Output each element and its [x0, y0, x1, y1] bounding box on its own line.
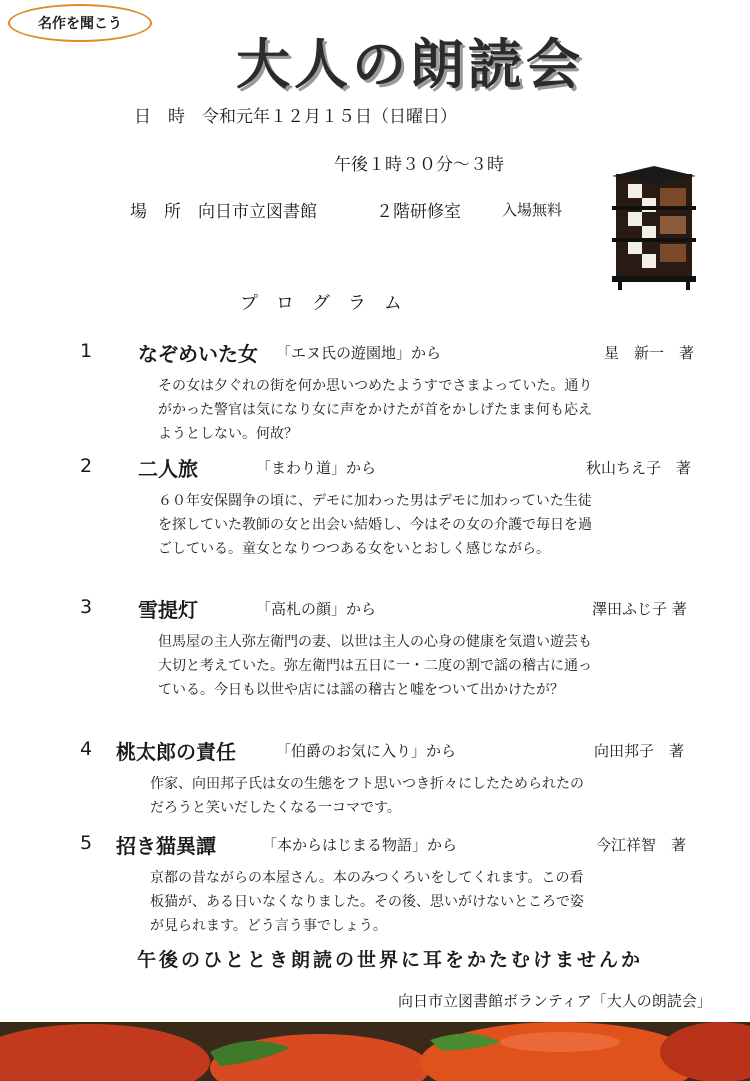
item-description: 但馬屋の主人弥左衛門の妻、以世は主人の心身の健康を気遣い遊芸も大切と考えていた。弥左衛門は五日に一・二度の割で謡の稽古に通っている。今日も以世や店には謡の稽古と嘘をついて出かけたが？	[158, 634, 592, 698]
item-description: ６０年安保闘争の頃に、デモに加わった男はデモに加わっていた生徒を探していた教師の女と出会い結婚し、今はその女の介護で毎日を過ごしている。童女となりつつある女をいとおしく感じながら。	[158, 493, 592, 557]
admission: 入場無料	[502, 201, 563, 219]
item-author: 澤田ふじ子 著	[592, 600, 687, 618]
item-source: 「高札の顔」から	[256, 600, 377, 618]
item-number: 3	[80, 596, 93, 618]
item-source: 「まわり道」から	[256, 459, 377, 477]
item-number: 2	[80, 455, 93, 477]
item-author: 星 新一 著	[604, 344, 695, 362]
place-line	[130, 197, 317, 222]
tagline: 午後のひととき朗読の世界に耳をかたむけませんか	[136, 949, 643, 971]
item-author: 向田邦子 著	[594, 742, 685, 760]
item-author: 秋山ちえ子 著	[586, 459, 692, 477]
lantern-illustration	[608, 166, 700, 290]
item-description: その女は夕ぐれの街を何か思いつめたようすでさまよっていた。通りがかった警官は気になり女に声をかけたが首をかしげたまま何も応えようとしない。何故？	[158, 378, 593, 442]
date-label: 日 時	[134, 107, 185, 127]
badge: 名作を聞こう	[8, 4, 152, 42]
item-number: 4	[80, 738, 93, 760]
place-label: 場 所	[130, 202, 181, 222]
item-description: 京都の昔ながらの本屋さん。本のみつくろいをしてくれます。この看板猫が、ある日いなくなりました。その後、思いがけないところで姿が見られます。どう言う事でしょう。	[150, 870, 584, 934]
item-number: 5	[80, 832, 93, 854]
item-author: 今江祥智 著	[596, 836, 687, 854]
room: ２階研修室	[376, 202, 461, 222]
date-value: 令和元年１２月１５日（日曜日）	[202, 107, 457, 127]
item-number: 1	[80, 340, 93, 362]
item-source: 「エヌ氏の遊園地」から	[276, 344, 442, 362]
date-line	[134, 102, 457, 127]
page-title: 大人の朗読会	[236, 33, 584, 96]
item-description: 作家、向田邦子氏は女の生態をフト思いつき折々にしたためられたのだろうと笑いだしたくなる一コマです。	[150, 776, 584, 816]
item-title: 招き猫異譚	[116, 834, 216, 858]
item-title: 桃太郎の責任	[116, 740, 236, 764]
item-title: なぞめいた女	[138, 342, 258, 366]
time-value: 午後１時３０分～３時	[334, 155, 504, 175]
tomato-photo	[0, 1022, 750, 1081]
program-heading: プログラム	[240, 293, 420, 314]
item-title: 二人旅	[138, 457, 198, 481]
item-source: 「伯爵のお気に入り」から	[276, 742, 457, 760]
place-value: 向日市立図書館	[198, 202, 317, 222]
item-title: 雪提灯	[138, 598, 198, 622]
item-source: 「本からはじまる物語」から	[262, 836, 458, 854]
organizer: 向日市立図書館ボランティア「大人の朗読会」	[398, 992, 712, 1010]
